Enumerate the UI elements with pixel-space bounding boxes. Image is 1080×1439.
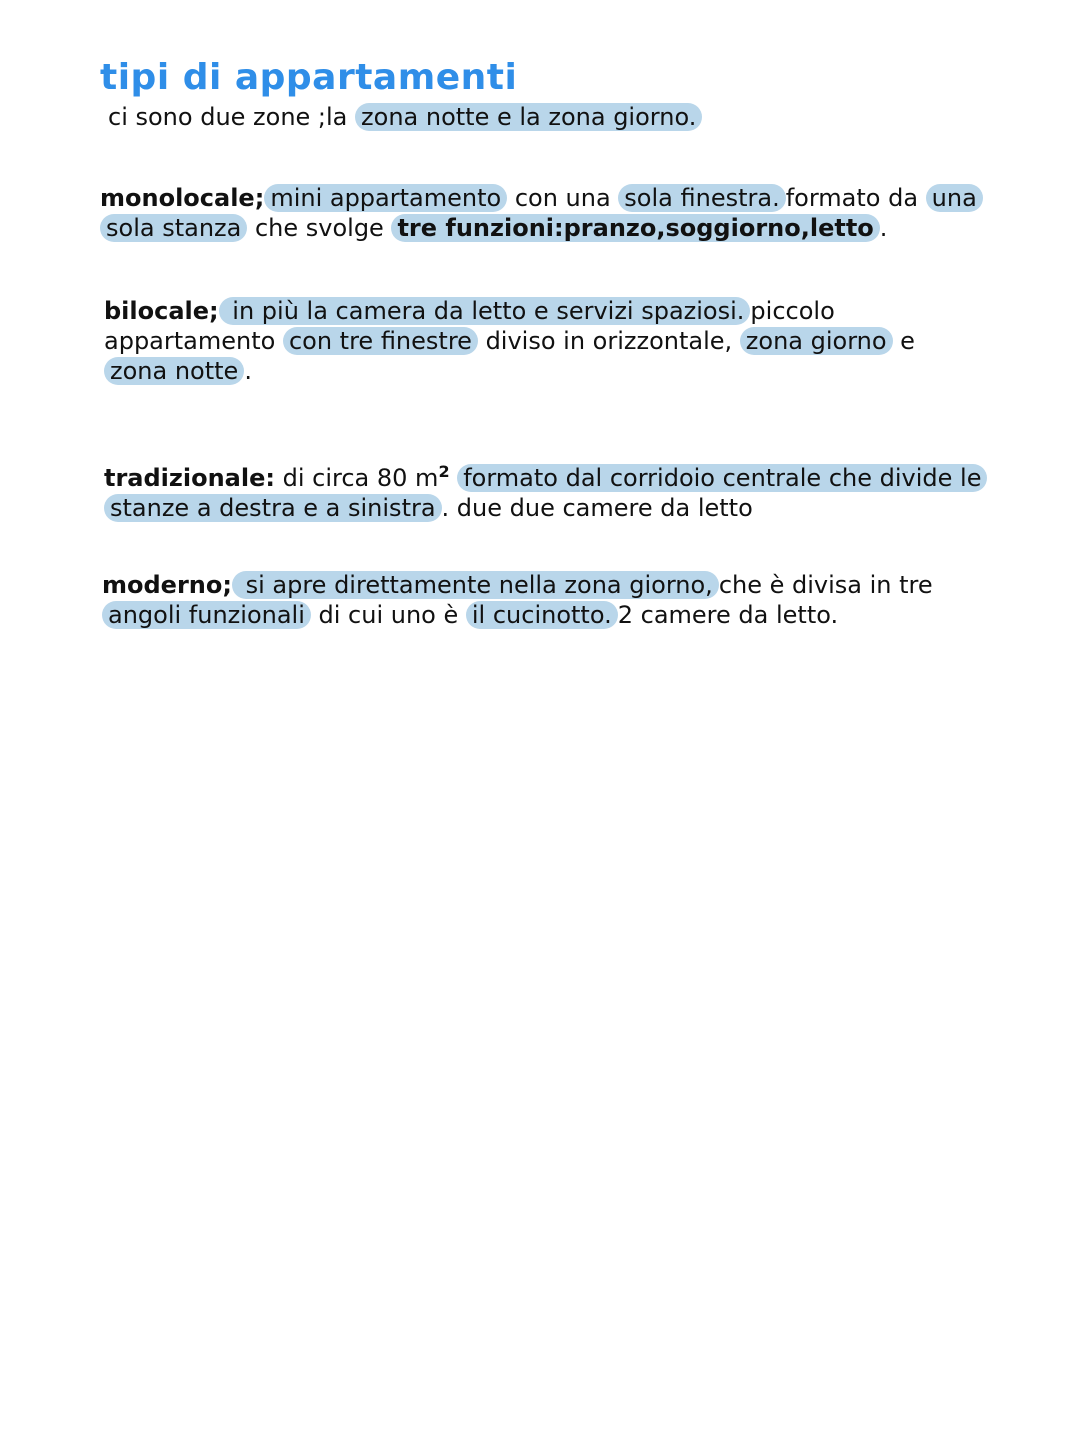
moderno-term: moderno; — [102, 571, 232, 599]
monolocale-paragraph — [100, 183, 1000, 243]
bilocale-text-4: . — [244, 357, 252, 385]
monolocale-text-2: formato da — [785, 184, 926, 212]
tradizionale-superscript: 2 — [438, 462, 450, 481]
monolocale-highlight-4: tre funzioni:pranzo,soggiorno,letto — [391, 214, 879, 242]
moderno-text-3: 2 camere da letto. — [617, 601, 839, 629]
bilocale-term: bilocale; — [104, 297, 219, 325]
moderno-highlight-3: il cucinotto. — [466, 601, 618, 629]
bilocale-text-2: diviso in orizzontale, — [477, 327, 740, 355]
bilocale-highlight-4: zona notte — [104, 357, 244, 385]
intro-paragraph — [108, 102, 1048, 132]
monolocale-text-3: che svolge — [247, 214, 392, 242]
bilocale-text-3: e — [892, 327, 915, 355]
moderno-text-1: che è divisa in tre — [718, 571, 933, 599]
monolocale-highlight-3: una sola stanza — [100, 184, 983, 242]
monolocale-highlight-2: sola finestra. — [618, 184, 785, 212]
monolocale-highlight-1: mini appartamento — [264, 184, 507, 212]
tradizionale-term: tradizionale: — [104, 464, 275, 492]
monolocale-text-1: con una — [507, 184, 619, 212]
moderno-text-2: di cui uno è — [310, 601, 466, 629]
intro-text: ci sono due zone ;la — [108, 103, 356, 131]
tradizionale-paragraph — [104, 463, 1004, 523]
bilocale-text-1: piccolo appartamento — [104, 297, 835, 355]
intro-highlight: zona notte e la zona giorno. — [355, 103, 702, 131]
monolocale-term: monolocale; — [100, 184, 265, 212]
moderno-paragraph — [102, 570, 1002, 630]
page-title: tipi di appartamenti — [100, 57, 518, 98]
tradizionale-text-2: . due due camere da letto — [441, 494, 753, 522]
tradizionale-highlight-1: formato dal corridoio centrale che divide le stanze a destra e a sinistra — [104, 464, 987, 522]
moderno-highlight-1: si apre direttamente nella zona giorno, — [232, 571, 719, 599]
bilocale-highlight-1: in più la camera da letto e servizi spaziosi. — [219, 297, 751, 325]
moderno-highlight-2: angoli funzionali — [102, 601, 311, 629]
monolocale-text-4: . — [879, 214, 888, 242]
bilocale-paragraph — [104, 296, 984, 386]
bilocale-highlight-3: zona giorno — [740, 327, 893, 355]
tradizionale-text-1: di circa 80 m — [274, 464, 439, 492]
bilocale-highlight-2: con tre finestre — [283, 327, 478, 355]
